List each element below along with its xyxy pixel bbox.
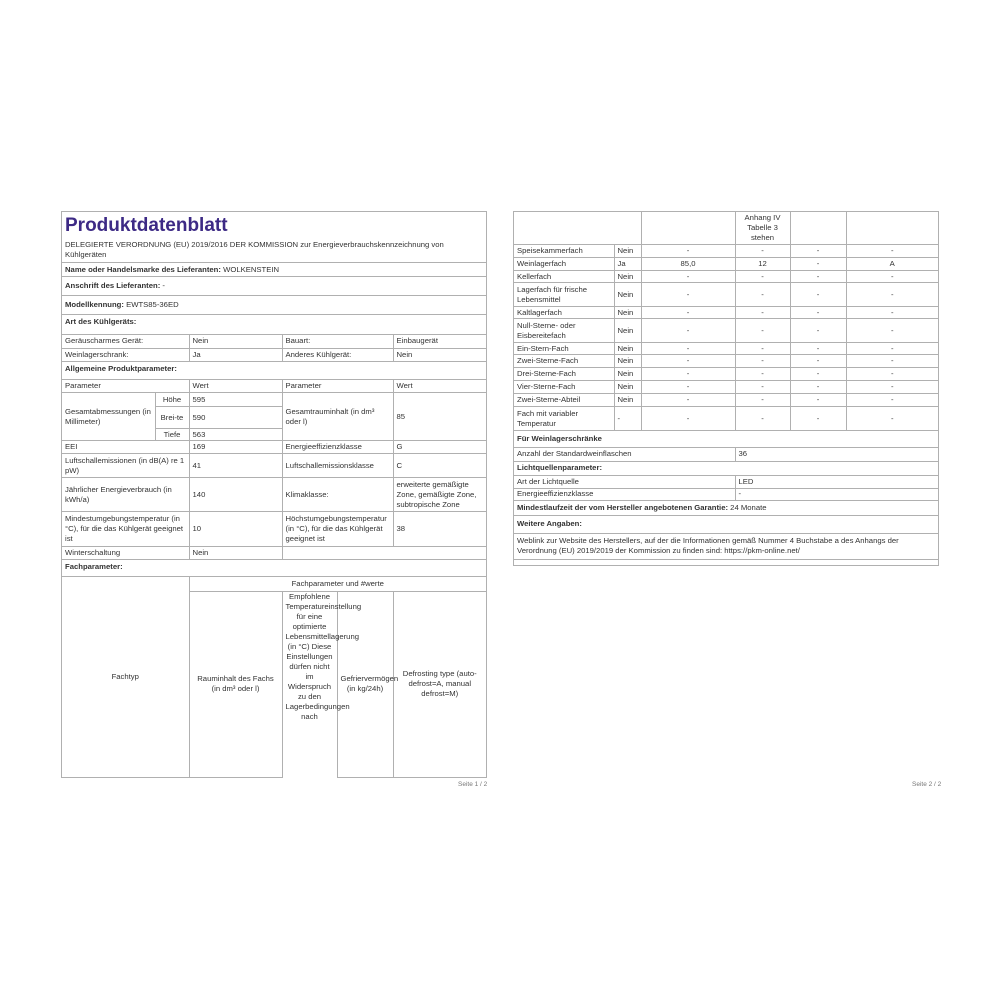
compartment-row: [514, 394, 938, 407]
empty-cell: [282, 547, 486, 560]
compartment-name: Zwei-Sterne-Abteil: [514, 394, 614, 407]
compartment-present: -: [614, 407, 641, 431]
light-type-value: LED: [735, 475, 938, 488]
compartment-freeze: -: [790, 283, 846, 307]
compartment-volume: -: [641, 381, 735, 394]
light-class-label: Energieeffizienzklasse: [514, 488, 735, 500]
volume-header: Rauminhalt des Fachs (in dm³ oder l): [189, 591, 282, 777]
compartment-temp: -: [735, 355, 790, 368]
wine-heading: Für Weinlagerschränke: [514, 431, 938, 447]
compartment-row: [514, 245, 938, 258]
compartment-volume: -: [641, 355, 735, 368]
general-heading-text: Allgemeine Produktparameter:: [65, 363, 177, 373]
supplier-value: WOLKENSTEIN: [223, 265, 280, 274]
noise-label: Luftschallemissionen (in dB(A) re 1 pW): [62, 454, 189, 478]
compartment-volume: -: [641, 245, 735, 258]
compartment-volume: -: [641, 368, 735, 381]
type-table: [62, 335, 486, 362]
general-table: [62, 380, 486, 561]
defrost-header: Defrosting type (auto-defrost=A, manual defrost=M): [393, 591, 486, 777]
compartment-temp: -: [735, 245, 790, 258]
type-param: Geräuscharmes Gerät:: [62, 335, 189, 348]
regulation-intro: DELEGIERTE VERORDNUNG (EU) 2019/2016 DER KOMMISSION zur Energieverbrauchskennzeichnung von Kühlgeräten: [62, 240, 486, 263]
type-row: [62, 335, 486, 348]
address-label: Anschrift des Lieferanten:: [65, 281, 161, 290]
col-value: Wert: [189, 380, 282, 393]
compartment-row: [514, 355, 938, 368]
wine-bottles-value: 36: [735, 447, 938, 461]
warranty-value: 24 Monate: [730, 502, 767, 512]
compartment-volume: -: [641, 343, 735, 355]
compartment-defrost: -: [846, 394, 938, 407]
page-2: [513, 211, 939, 566]
compartment-present: Nein: [614, 245, 641, 258]
compartment-rows: [514, 245, 938, 432]
compartment-temp: -: [735, 271, 790, 283]
compartment-volume: -: [641, 407, 735, 431]
temp-header: Empfohlene Temperatureinstellung für eine optimierte Lebensmittellagerung (in °C) Diese Einstellungen dürfen nicht im Widerspruch zu den Lagerbedingungen nach: [282, 591, 337, 777]
compartment-row: [514, 319, 938, 343]
empty-cell: [514, 212, 641, 244]
compartment-name: Vier-Sterne-Fach: [514, 381, 614, 394]
compartment-freeze: -: [790, 258, 846, 271]
compartment-name: Ein-Stern-Fach: [514, 343, 614, 355]
temp-header-continued: Anhang IV Tabelle 3 stehen: [735, 212, 790, 244]
type-param: Anderes Kühlgerät:: [282, 348, 393, 361]
max-temp-label: Höchstumgebungstemperatur (in °C), für die das Kühlgerät geeignet ist: [282, 512, 393, 547]
compartment-volume: -: [641, 307, 735, 319]
compartment-present: Nein: [614, 319, 641, 343]
compartment-defrost: -: [846, 271, 938, 283]
compartment-defrost: -: [846, 343, 938, 355]
compartment-present: Nein: [614, 271, 641, 283]
compartment-freeze: -: [790, 394, 846, 407]
winter-value: Nein: [189, 547, 282, 560]
type-heading-text: Art des Kühlgeräts:: [65, 317, 137, 326]
compartment-present: Nein: [614, 355, 641, 368]
compartment-name: Fach mit variabler Temperatur: [514, 407, 614, 431]
address-row: [62, 277, 486, 296]
volume-label: Gesamtrauminhalt (in dm³ oder l): [282, 393, 393, 441]
general-header-row: [62, 380, 486, 393]
wine-bottles-label: Anzahl der Standardweinflaschen: [514, 447, 735, 461]
type-param: Weinlagerschrank:: [62, 348, 189, 361]
eei-value: 169: [189, 441, 282, 454]
compartment-defrost: -: [846, 355, 938, 368]
compartment-present: Nein: [614, 368, 641, 381]
compartment-defrost: -: [846, 245, 938, 258]
col-value: Wert: [393, 380, 486, 393]
min-temp-label: Mindestumgebungstemperatur (in °C), für die das Kühlgerät geeignet ist: [62, 512, 189, 547]
compartment-row: [514, 381, 938, 394]
compartment-defrost: -: [846, 307, 938, 319]
compartment-name: Lagerfach für frische Lebensmittel: [514, 283, 614, 307]
compartment-name: Kellerfach: [514, 271, 614, 283]
empty-cell: [641, 212, 735, 244]
compartment-freeze: -: [790, 368, 846, 381]
width-label: Brei-te: [155, 407, 189, 429]
compartment-temp: -: [735, 307, 790, 319]
height-value: 595: [189, 393, 282, 407]
col-parameter: Parameter: [62, 380, 189, 393]
energy-label: Jährlicher Energieverbrauch (in kWh/a): [62, 478, 189, 512]
wine-table: [514, 431, 938, 560]
compartment-freeze: -: [790, 355, 846, 368]
compartment-temp: -: [735, 381, 790, 394]
page-2-footer: Seite 2 / 2: [912, 781, 942, 788]
compartment-name: Zwei-Sterne-Fach: [514, 355, 614, 368]
compartment-group-header: Fachparameter und #werte: [189, 577, 486, 591]
compartment-row: [514, 407, 938, 431]
general-heading: [62, 362, 486, 380]
compartment-header-table: [62, 577, 486, 778]
max-temp-value: 38: [393, 512, 486, 547]
compartment-present: Nein: [614, 343, 641, 355]
climate-label: Klimaklasse:: [282, 478, 393, 512]
type-value: Nein: [393, 348, 486, 361]
compartment-present: Nein: [614, 394, 641, 407]
compartment-heading-text: Fachparameter:: [65, 562, 123, 571]
winter-label: Winterschaltung: [62, 547, 189, 560]
height-label: Höhe: [155, 393, 189, 407]
empty-cell: [790, 212, 846, 244]
noise-class-label: Luftschallemissionsklasse: [282, 454, 393, 478]
col-parameter: Parameter: [282, 380, 393, 393]
volume-value: 85: [393, 393, 486, 441]
address-value: -: [162, 281, 165, 290]
compartment-temp: -: [735, 283, 790, 307]
type-param: Bauart:: [282, 335, 393, 348]
fachtyp-header: Fachtyp: [62, 577, 189, 777]
noise-class-value: C: [393, 454, 486, 478]
compartment-name: Null-Sterne- oder Eisbereitefach: [514, 319, 614, 343]
page-1-footer: Seite 1 / 2: [458, 781, 488, 788]
type-heading: [62, 315, 486, 335]
compartment-defrost: -: [846, 407, 938, 431]
compartment-temp: -: [735, 343, 790, 355]
compartment-volume: 85,0: [641, 258, 735, 271]
compartment-present: Nein: [614, 283, 641, 307]
compartment-freeze: -: [790, 245, 846, 258]
compartment-table: [514, 212, 938, 245]
energy-class-value: G: [393, 441, 486, 454]
compartment-defrost: -: [846, 368, 938, 381]
climate-value: erweiterte gemäßigte Zone, gemäßigte Zone, subtropische Zone: [393, 478, 486, 512]
supplier-label: Name oder Handelsmarke des Lieferanten:: [65, 265, 221, 274]
type-row: [62, 348, 486, 361]
compartment-name: Kaltlagerfach: [514, 307, 614, 319]
compartment-volume: -: [641, 394, 735, 407]
depth-value: 563: [189, 429, 282, 441]
compartment-temp: -: [735, 407, 790, 431]
compartment-row: [514, 258, 938, 271]
compartment-defrost: -: [846, 381, 938, 394]
compartment-row: [514, 307, 938, 319]
compartment-defrost: -: [846, 283, 938, 307]
compartment-present: Nein: [614, 381, 641, 394]
compartment-freeze: -: [790, 343, 846, 355]
eei-label: EEI: [62, 441, 189, 454]
warranty-row: [514, 500, 938, 515]
light-heading: Lichtquellenparameter:: [514, 461, 938, 475]
compartment-freeze: -: [790, 407, 846, 431]
compartment-temp: -: [735, 368, 790, 381]
page-title: Produktdatenblatt: [65, 215, 228, 236]
compartment-row: [514, 283, 938, 307]
model-label: Modellkennung:: [65, 300, 124, 309]
width-value: 590: [189, 407, 282, 429]
compartment-freeze: -: [790, 307, 846, 319]
compartment-name: Weinlagerfach: [514, 258, 614, 271]
freeze-header: Gefriervermögen (in kg/24h): [337, 591, 393, 777]
energy-class-label: Energieeffizienzklasse: [282, 441, 393, 454]
type-value: Nein: [189, 335, 282, 348]
compartment-temp: -: [735, 394, 790, 407]
type-value: Einbaugerät: [393, 335, 486, 348]
light-class-value: -: [735, 488, 938, 500]
compartment-name: Drei-Sterne-Fach: [514, 368, 614, 381]
more-heading: Weitere Angaben:: [514, 515, 938, 533]
compartment-freeze: -: [790, 381, 846, 394]
compartment-row: [514, 343, 938, 355]
min-temp-value: 10: [189, 512, 282, 547]
compartment-defrost: -: [846, 319, 938, 343]
compartment-volume: -: [641, 283, 735, 307]
noise-value: 41: [189, 454, 282, 478]
model-value: EWTS85-36ED: [126, 300, 179, 309]
warranty-label: Mindestlaufzeit der vom Hersteller angebotenen Garantie:: [517, 502, 729, 512]
light-type-label: Art der Lichtquelle: [514, 475, 735, 488]
compartment-present: Ja: [614, 258, 641, 271]
compartment-freeze: -: [790, 319, 846, 343]
depth-label: Tiefe: [155, 429, 189, 441]
compartment-volume: -: [641, 271, 735, 283]
dims-label: Gesamtabmessungen (in Millimeter): [62, 393, 155, 441]
compartment-row: [514, 271, 938, 283]
compartment-volume: -: [641, 319, 735, 343]
supplier-row: [62, 263, 486, 277]
compartment-name: Speisekammerfach: [514, 245, 614, 258]
compartment-temp: 12: [735, 258, 790, 271]
type-value: Ja: [189, 348, 282, 361]
compartment-heading: [62, 560, 486, 577]
compartment-row: [514, 368, 938, 381]
compartment-temp: -: [735, 319, 790, 343]
compartment-freeze: -: [790, 271, 846, 283]
model-row: [62, 296, 486, 315]
more-text: Weblink zur Website des Herstellers, auf der die Informationen gemäß Nummer 4 Buchstabe a des Anhangs der Verordnung (EU) 2019/2019 der Kommission zu finden sind: https://pkm-online.net/: [514, 533, 938, 559]
page-1: [61, 211, 487, 778]
empty-cell: [846, 212, 938, 244]
compartment-present: Nein: [614, 307, 641, 319]
energy-value: 140: [189, 478, 282, 512]
compartment-defrost: A: [846, 258, 938, 271]
